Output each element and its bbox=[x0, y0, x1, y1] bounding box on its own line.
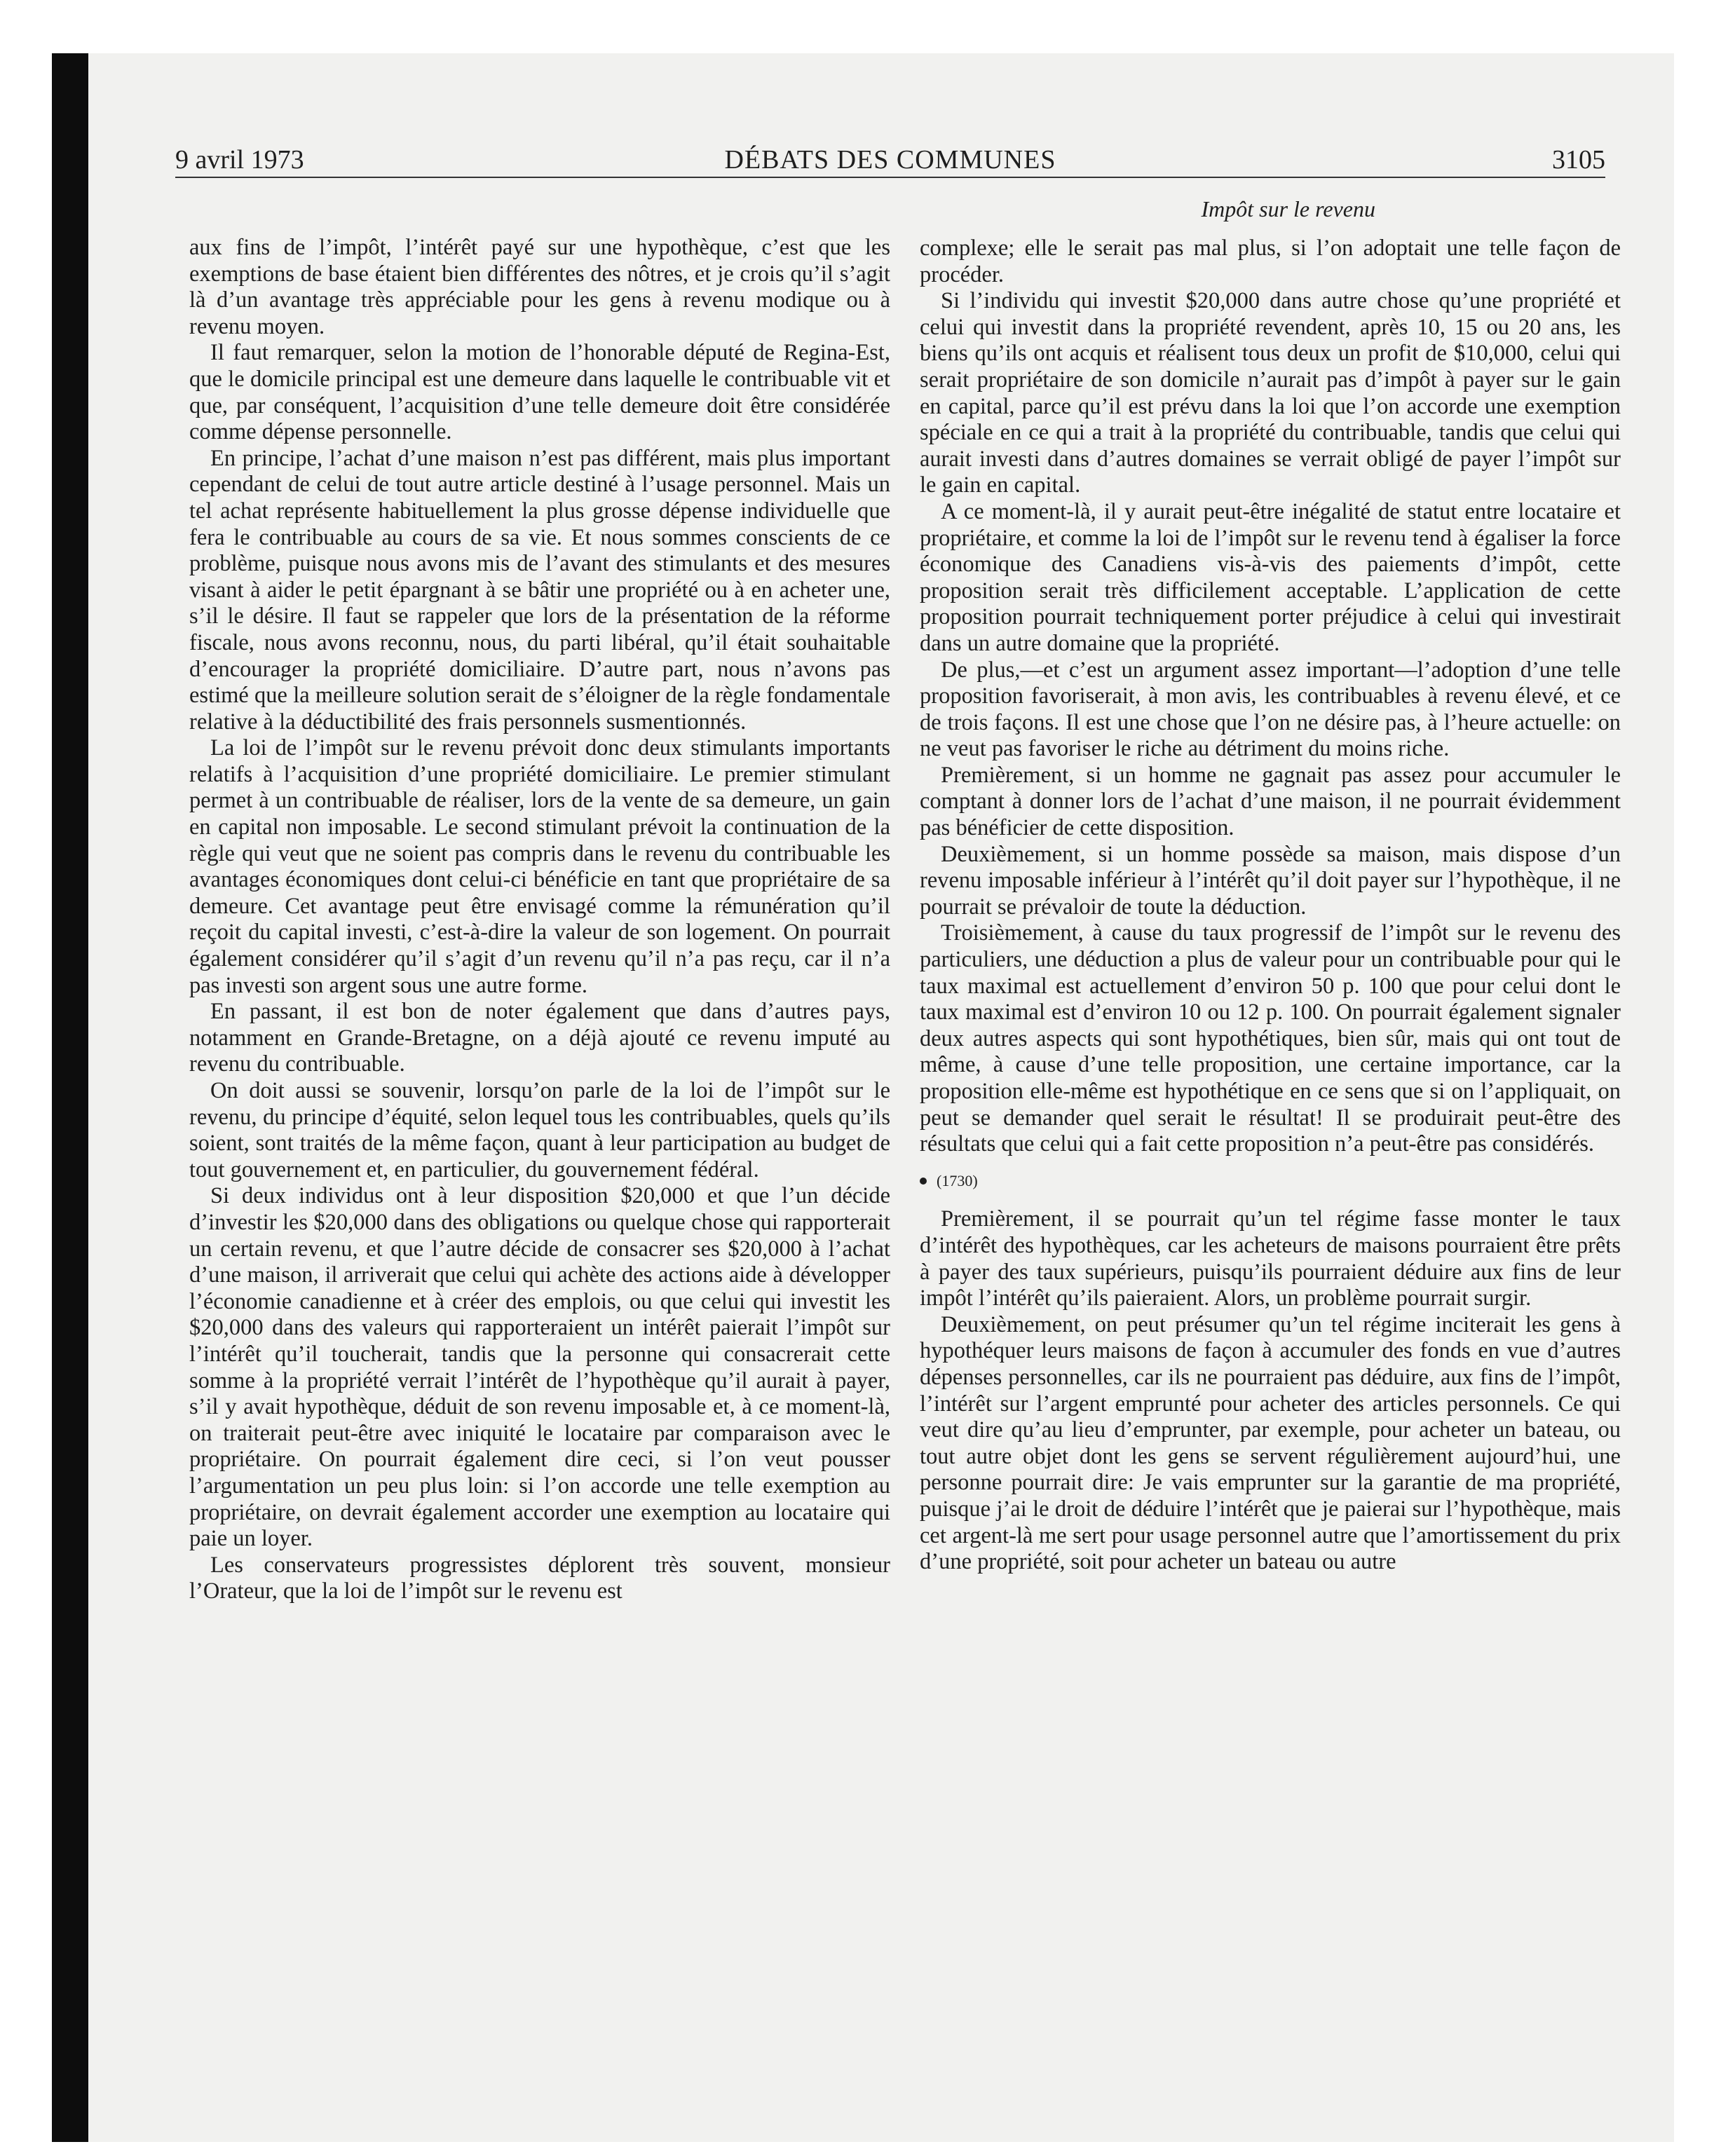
header-date: 9 avril 1973 bbox=[175, 145, 304, 175]
time-marker-label: (1730) bbox=[937, 1171, 978, 1189]
paragraph: Deuxièmement, si un homme possède sa maison, mais dispose d’un revenu imposable inférieur à l’intérêt qu’il doit payer sur l’hypothèque, il ne pourrait se prévaloir de toute la déduction. bbox=[920, 841, 1621, 920]
left-column bbox=[189, 235, 890, 1605]
header-title: DÉBATS DES COMMUNES bbox=[724, 145, 1056, 175]
section-title: Impôt sur le revenu bbox=[1201, 196, 1375, 221]
paragraph: A ce moment-là, il y aurait peut-être inégalité de statut entre locataire et propriétaire, et comme la loi de l’impôt sur le revenu tend à égaliser la force économique des Canadiens vis-à-vis des paiements d’impôt, cette proposition serait très difficilement acceptable. L’application de cette proposition pourrait techniquement porter préjudice à celui qui investirait dans un autre domaine que la propriété. bbox=[920, 498, 1621, 656]
paragraph: Il faut remarquer, selon la motion de l’honorable député de Regina-Est, que le domicile principal est une demeure dans laquelle le contribuable vit et que, par conséquent, l’acquisition d’une telle demeure doit être considérée comme dépense personnelle. bbox=[189, 340, 890, 445]
paragraph: On doit aussi se souvenir, lorsqu’on parle de la loi de l’impôt sur le revenu, du principe d’équité, selon lequel tous les contribuables, quels qu’ils soient, sont traités de la même façon, quant à leur participation au budget de tout gouvernement et, en particulier, du gouvernement fédéral. bbox=[189, 1078, 890, 1182]
bullet-icon bbox=[920, 1178, 927, 1185]
paragraph: Premièrement, si un homme ne gagnait pas assez pour accumuler le comptant à donner lors de l’achat d’une maison, il ne pourrait évidemment pas bénéficier de cette disposition. bbox=[920, 762, 1621, 841]
paragraph: Si l’individu qui investit $20,000 dans autre chose qu’une propriété et celui qui investit dans la propriété revendent, après 10, 15 ou 20 ans, les biens qu’ils ont acquis et réalisent tous deux un profit de $10,000, celui qui serait propriétaire de son domicile n’aurait pas d’impôt à payer sur le gain en capital, parce qu’il est prévu dans la loi que l’on accorde une exemption spéciale en ce qui a trait à la propriété du contribuable, tandis que celui qui aurait investi dans d’autres domaines se verrait obligé de payer l’impôt sur le gain en capital. bbox=[920, 288, 1621, 498]
scan-edge bbox=[52, 53, 88, 2142]
page-number: 3105 bbox=[1552, 145, 1605, 175]
paragraph: Les conservateurs progressistes déplorent très souvent, monsieur l’Orateur, que la loi de l’impôt sur le revenu est bbox=[189, 1552, 890, 1604]
paragraph: Troisièmement, à cause du taux progressif de l’impôt sur le revenu des particuliers, une déduction a plus de valeur pour un contribuable pour qui le taux maximal est actuellement d’environ 50 p. 100 que pour celui dont le taux maximal est d’environ 10 ou 12 p. 100. On pourrait également signaler deux autres aspects qui sont hypothétiques, bien sûr, mais qui ont tout de même, à cause d’une telle proposition, une certaine importance, car la proposition elle-même est hypothétique en ce sens que si on l’appliquait, on peut se demander quel serait le résultat! Il se produirait peut-être des résultats que celui qui a fait cette proposition n’a peut-être pas considérés. bbox=[920, 920, 1621, 1157]
time-marker bbox=[920, 1168, 1621, 1194]
paragraph: En passant, il est bon de noter également que dans d’autres pays, notamment en Grande-Bretagne, on a déjà ajouté ce revenu imputé au revenu du contribuable. bbox=[189, 999, 890, 1077]
paragraph: complexe; elle le serait pas mal plus, si l’on adoptait une telle façon de procéder. bbox=[920, 236, 1621, 287]
paragraph: La loi de l’impôt sur le revenu prévoit donc deux stimulants importants relatifs à l’acquisition d’une propriété domiciliaire. Le premier stimulant permet à un contribuable de réaliser, lors de la vente de sa demeure, un gain en capital non imposable. Le second stimulant prévoit la continuation de la règle qui veut que ne soient pas compris dans le revenu du contribuable les avantages économiques dont celui-ci bénéficie en tant que propriétaire de sa demeure. Cet avantage peut être envisagé comme la rémunération qu’il reçoit du capital investi, c’est-à-dire la valeur de son logement. On pourrait également considérer qu’il s’agit d’un revenu qu’il n’a pas reçu, car il n’a pas investi son argent sous une autre forme. bbox=[189, 735, 890, 998]
paragraph: Premièrement, il se pourrait qu’un tel régime fasse monter le taux d’intérêt des hypothèques, car les acheteurs de maisons pourraient être prêts à payer des taux supérieurs, puisqu’ils pourraient déduire aux fins de leur impôt l’intérêt qu’ils paieraient. Alors, un problème pourrait surgir. bbox=[920, 1206, 1621, 1311]
page-header bbox=[175, 137, 1605, 178]
paragraph: De plus,—et c’est un argument assez important—l’adoption d’une telle proposition favoriserait, à mon avis, les contribuables à revenu élevé, et ce de trois façons. Il est une chose que l’on ne désire pas, à l’heure actuelle: on ne veut pas favoriser le riche au détriment du moins riche. bbox=[920, 657, 1621, 762]
paragraph: aux fins de l’impôt, l’intérêt payé sur une hypothèque, c’est que les exemptions de base étaient bien différentes des nôtres, et je crois qu’il s’agit là d’un avantage très appréciable pour les gens à revenu modique ou à revenu moyen. bbox=[189, 235, 890, 339]
paragraph: En principe, l’achat d’une maison n’est pas différent, mais plus important cependant de celui de tout autre article destiné à l’usage personnel. Mais un tel achat représente habituellement la plus grosse dépense individuelle que fera le contribuable au cours de sa vie. Et nous sommes conscients de ce problème, puisque nous avons mis de l’avant des stimulants et des mesures visant à aider le petit épargnant à se bâtir une propriété ou à en acheter une, s’il le désire. Il faut se rappeler que lors de la présentation de la réforme fiscale, nous avons reconnu, nous, du parti libéral, qu’il était souhaitable d’encourager la propriété domiciliaire. D’autre part, nous n’avons pas estimé que la meilleure solution serait de s’éloigner de la règle fondamentale relative à la déductibilité des frais personnels susmentionnés. bbox=[189, 445, 890, 735]
paragraph: Deuxièmement, on peut présumer qu’un tel régime inciterait les gens à hypothéquer leurs maisons de façon à accumuler des fonds en vue d’autres dépenses personnelles, car ils ne pourraient pas déduire, aux fins de l’impôt, l’intérêt sur l’argent emprunté pour acheter des articles personnels. Ce qui veut dire qu’au lieu d’emprunter, par exemple, pour acheter un bateau, ou tout autre objet dont les gens se servent régulièrement aujourd’hui, une personne pourrait dire: Je vais emprunter sur la garantie de ma propriété, puisque j’ai le droit de déduire l’intérêt que je paierai sur l’hypothèque, mais cet argent-là me sert pour usage personnel autre que l’amortissement du prix d’une propriété, soit pour acheter un bateau ou autre bbox=[920, 1311, 1621, 1575]
paragraph: Si deux individus ont à leur disposition $20,000 et que l’un décide d’investir les $20,000 dans des obligations ou quelque chose qui rapporterait un certain revenu, et que l’autre décide de consacrer ses $20,000 à l’achat d’une maison, il arriverait que celui qui achète des actions aide à développer l’économie canadienne et à créer des emplois, ou que celui qui investit les $20,000 dans des valeurs qui rapporteraient un intérêt paierait l’impôt sur l’intérêt qu’il toucherait, tandis que la personne qui consacrerait cette somme à la propriété verrait l’intérêt de l’hypothèque qu’il aurait à payer, s’il y avait hypothèque, déduit de son revenu imposable et, à ce moment-là, on traiterait peut-être avec iniquité le locataire par comparaison avec le propriétaire. On pourrait également dire ceci, si l’on veut pousser l’argumentation un peu plus loin: si l’on accorde une telle exemption au propriétaire, on devrait également accorder une exemption au locataire qui paie un loyer. bbox=[189, 1183, 890, 1552]
right-column bbox=[920, 195, 1621, 1576]
